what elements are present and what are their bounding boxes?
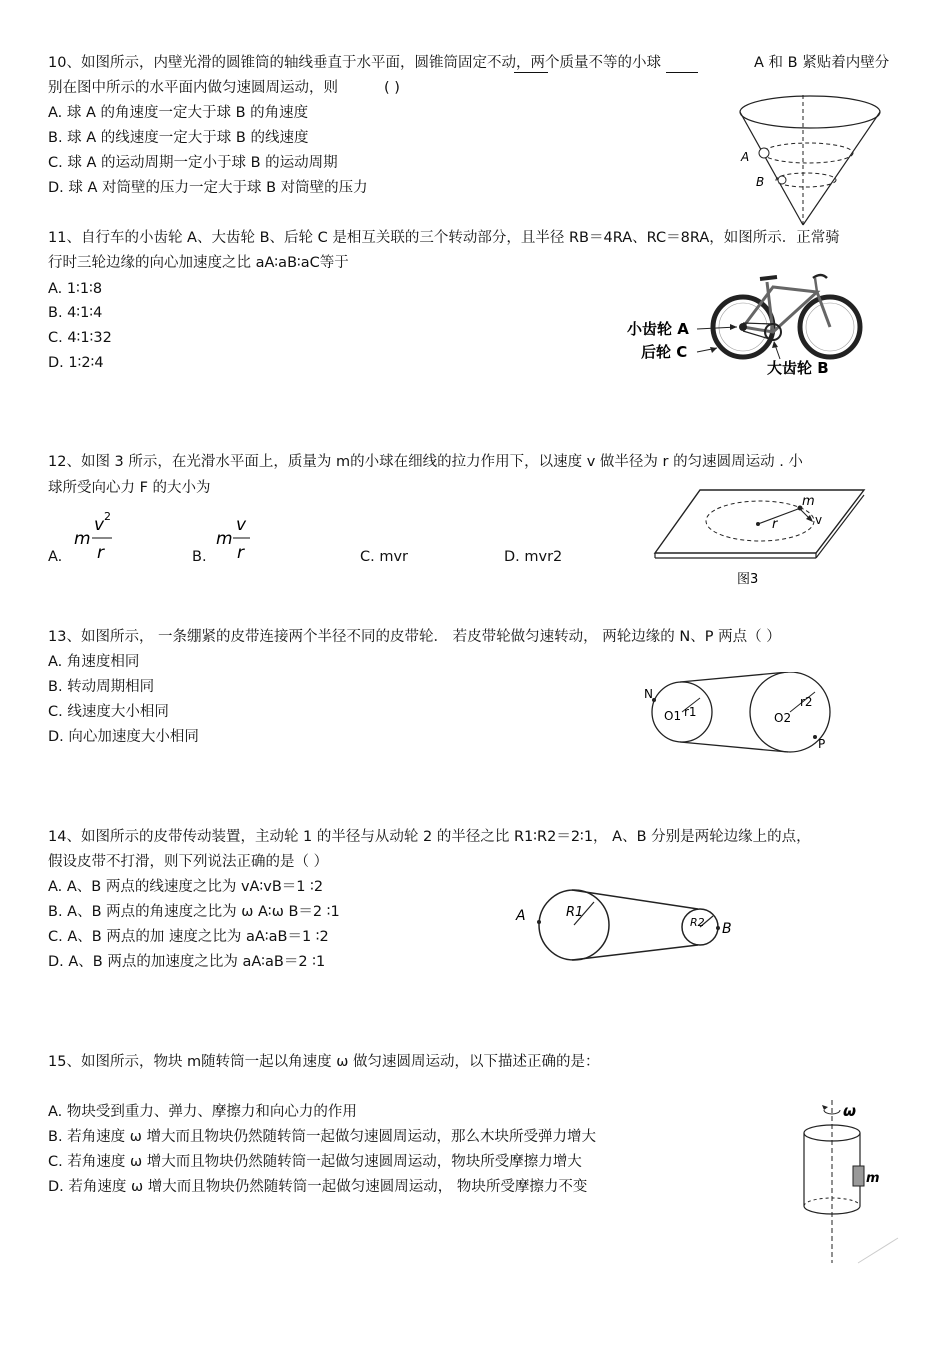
q13-option-b: B. 转动周期相同: [48, 679, 155, 695]
q15-fig-label-omega: ω: [843, 1102, 857, 1120]
q13-belt-figure: [640, 672, 840, 757]
q10-cone-figure: [730, 90, 895, 230]
q13-fig-label-o2: O2: [774, 711, 792, 725]
q10-stem-line1: 10、如图所示，内壁光滑的圆锥筒的轴线垂直于水平面，圆锥筒固定不动，两个质量不等的小球: [48, 55, 661, 71]
q14-fig-label-r1: R1: [566, 905, 584, 920]
q11-bicycle-figure: [625, 262, 870, 382]
q14-fig-label-b: B: [722, 921, 732, 937]
q14-option-c: C. A、B 两点的加 速度之比为 aA∶aB＝1 ∶2: [48, 929, 329, 945]
q10-underline-1: [514, 72, 548, 73]
q10-option-d: D. 球 A 对筒壁的压力一定大于球 B 对筒壁的压力: [48, 180, 368, 196]
q12-option-d: D. mvr2: [504, 549, 563, 565]
q13-fig-label-n: N: [644, 687, 653, 701]
q11-label-rear-wheel: 后轮 C: [641, 343, 688, 361]
q13-option-c: C. 线速度大小相同: [48, 704, 169, 720]
q11-stem-line1: 11、自行车的小齿轮 A、大齿轮 B、后轮 C 是相互关联的三个转动部分，且半径 RB＝4RA、RC＝8RA，如图所示．正常骑: [48, 230, 840, 246]
q10-stem-line2: 别在图中所示的水平面内做匀速圆周运动，则: [48, 80, 338, 96]
q14-fig-label-r2: R2: [690, 916, 705, 929]
q12-formula-a-exp: 2: [104, 510, 111, 523]
q13-fig-label-o1: O1: [664, 709, 682, 723]
q10-answer-blank: ( ): [384, 80, 400, 96]
q13-fig-label-p: P: [818, 737, 826, 751]
q14-option-a: A. A、B 两点的线速度之比为 vA∶vB＝1 ∶2: [48, 879, 324, 895]
q12-formula-a-num: v: [94, 515, 105, 535]
q10-fig-label-a: A: [741, 150, 750, 164]
q14-fig-label-a: A: [516, 908, 526, 924]
q10-option-a: A. 球 A 的角速度一定大于球 B 的角速度: [48, 105, 309, 121]
q15-option-c: C. 若角速度 ω 增大而且物块仍然随转筒一起做匀速圆周运动，物块所受摩擦力增大: [48, 1154, 582, 1170]
q14-stem-line1: 14、如图所示的皮带传动装置，主动轮 1 的半径与从动轮 2 的半径之比 R1∶R2＝2∶1， A、B 分别是两轮边缘上的点，: [48, 829, 811, 845]
q13-fig-label-r1: r1: [684, 705, 697, 719]
q10-fig-label-b: B: [756, 175, 765, 189]
q13-stem: 13、如图所示， 一条绷紧的皮带连接两个半径不同的皮带轮． 若皮带轮做匀速转动， 两轮边缘的 N、P 两点（ ）: [48, 629, 781, 645]
q11-label-small-gear: 小齿轮 A: [627, 320, 689, 338]
q15-drum-figure: [798, 1098, 903, 1273]
q14-option-d: D. A、B 两点的加速度之比为 aA∶aB＝2 ∶1: [48, 954, 326, 970]
q15-stem: 15、如图所示，物块 m随转筒一起以角速度 ω 做匀速圆周运动，以下描述正确的是：: [48, 1054, 600, 1070]
q15-option-d: D. 若角速度 ω 增大而且物块仍然随转筒一起做匀速圆周运动， 物块所受摩擦力不变: [48, 1179, 588, 1195]
q10-option-c: C. 球 A 的运动周期一定小于球 B 的运动周期: [48, 155, 338, 171]
q14-stem-line2: 假设皮带不打滑，则下列说法正确的是（ ）: [48, 854, 329, 870]
q11-option-c: C. 4∶1∶32: [48, 330, 112, 346]
q11-option-b: B. 4∶1∶4: [48, 305, 103, 321]
q12-formula-b-den: r: [237, 543, 244, 563]
q13-option-a: A. 角速度相同: [48, 654, 140, 670]
q12-fig-label-v: v: [815, 513, 823, 527]
q12-option-a-label: A.: [48, 549, 63, 565]
q11-stem-line2: 行时三轮边缘的向心加速度之比 aA∶aB∶aC等于: [48, 255, 349, 271]
q12-formula-b-num: v: [236, 515, 247, 535]
q14-option-b: B. A、B 两点的角速度之比为 ω A∶ω B＝2 ∶1: [48, 904, 340, 920]
q11-option-d: D. 1∶2∶4: [48, 355, 104, 371]
q15-fig-label-m: m: [866, 1171, 880, 1186]
q12-formula-a: [72, 508, 122, 564]
q10-stem-ab: A 和 B 紧贴着内壁分: [754, 55, 890, 71]
q12-plane-figure: [652, 485, 867, 590]
q15-option-b: B. 若角速度 ω 增大而且物块仍然随转筒一起做匀速圆周运动，那么木块所受弹力增大: [48, 1129, 597, 1145]
q14-belt-figure: [508, 888, 740, 968]
q12-option-c: C. mvr: [360, 549, 409, 565]
q12-stem-line1: 12、如图 3 所示，在光滑水平面上，质量为 m的小球在细线的拉力作用下，以速度 v 做半径为 r 的匀速圆周运动 . 小: [48, 454, 803, 470]
q10-underline-2: [666, 72, 698, 73]
q11-label-big-gear: 大齿轮 B: [767, 359, 829, 377]
q12-fig-label-m: m: [802, 494, 815, 509]
q13-option-d: D. 向心加速度大小相同: [48, 729, 199, 745]
q12-fig-caption: 图3: [737, 572, 759, 587]
q12-formula-b: [214, 508, 259, 564]
q12-formula-b-m: m: [216, 529, 233, 549]
q12-formula-a-den: r: [97, 543, 104, 563]
q12-option-b-label: B.: [192, 549, 207, 565]
q15-option-a: A. 物块受到重力、弹力、摩擦力和向心力的作用: [48, 1104, 357, 1120]
q12-fig-label-r: r: [772, 517, 778, 532]
q10-option-b: B. 球 A 的线速度一定大于球 B 的线速度: [48, 130, 309, 146]
q12-formula-a-m: m: [74, 529, 91, 549]
q13-fig-label-r2: r2: [800, 695, 813, 709]
q12-stem-line2: 球所受向心力 F 的大小为: [48, 480, 211, 496]
q11-option-a: A. 1∶1∶8: [48, 281, 103, 297]
